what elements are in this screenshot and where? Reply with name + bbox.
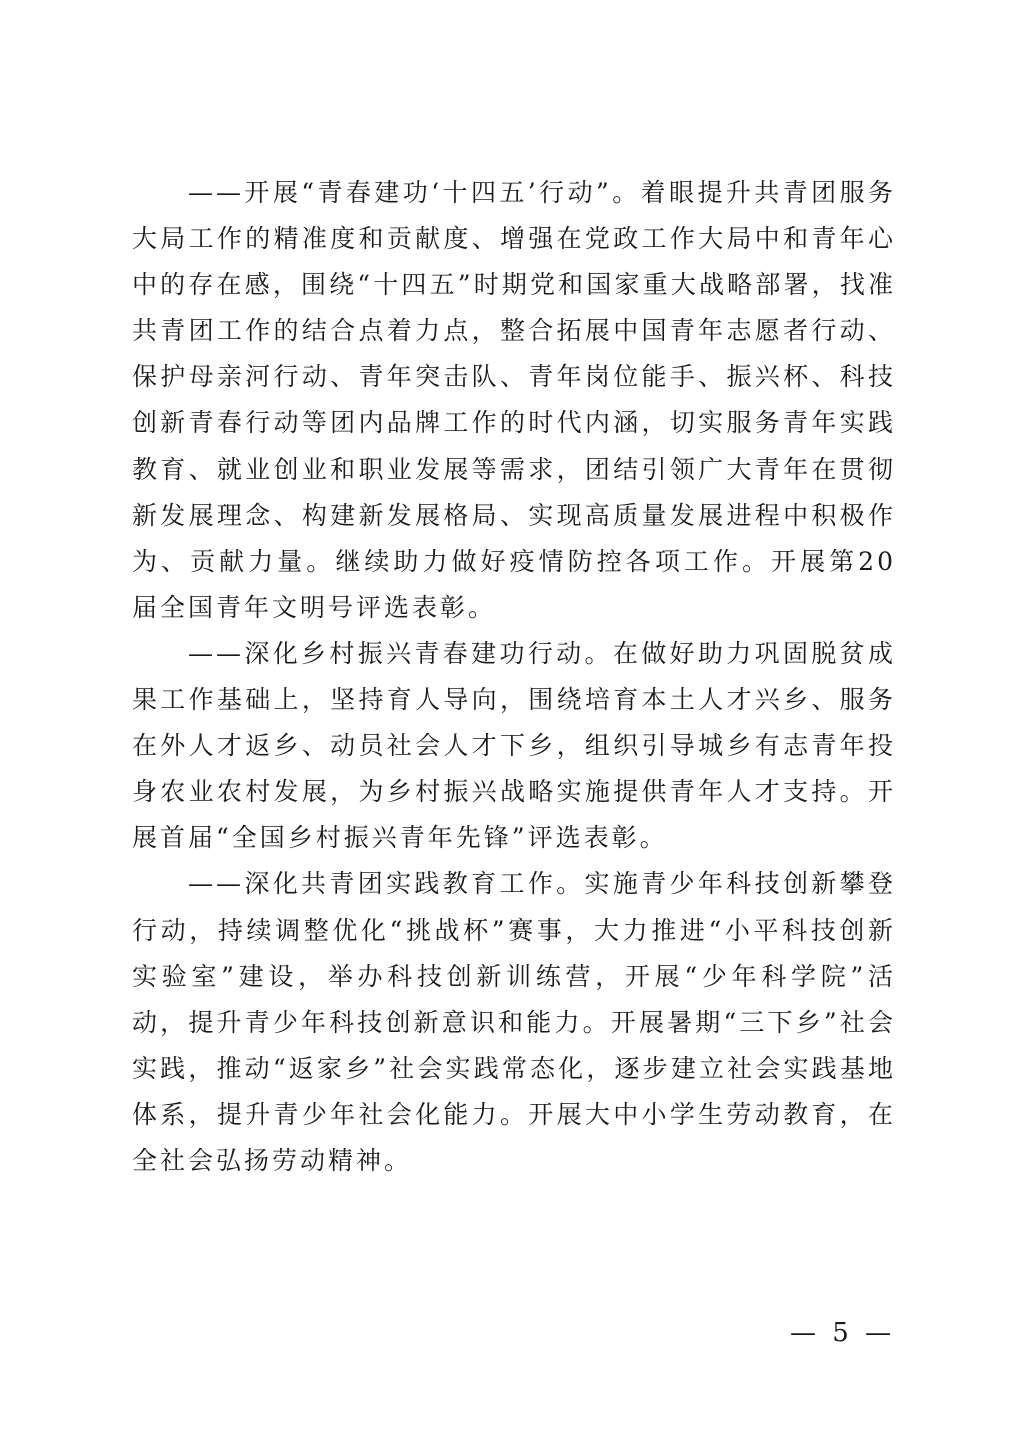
paragraph-practice-education: ——深化共青团实践教育工作。实施青少年科技创新攀登行动，持续调整优化“挑战杯”赛事，大力推进“小平科技创新实验室”建设，举办科技创新训练营，开展“少年科学院”活动，提升青少年科技创新意识和能力。开展暑期“三下乡”社会实践，推动“返家乡”社会实践常态化，逐步建立社会实践基地体系，提升青少年社会化能力。开展大中小学生劳动教育，在全社会弘扬劳动精神。 <box>132 869 896 1175</box>
paragraph-youth-14th-five-year-action: ——开展“青春建功‘十四五’行动”。着眼提升共青团服务大局工作的精准度和贡献度、增强在党政工作大局中和青年心中的存在感，围绕“十四五”时期党和国家重大战略部署，找准共青团工作的结合点着力点，整合拓展中国青年志愿者行动、保护母亲河行动、青年突击队、青年岗位能手、振兴杯、科技创新青春行动等团内品牌工作的时代内涵，切实服务青年实践教育、就业创业和职业发展等需求，团结引领广大青年在贯彻新发展理念、构建新发展格局、实现高质量发展进程中积极作为、贡献力量。继续助力做好疫情防控各项工作。开展第20届全国青年文明号评选表彰。 <box>132 178 896 622</box>
document-body <box>132 170 896 1184</box>
paragraph-rural-revitalization: ——深化乡村振兴青春建功行动。在做好助力巩固脱贫成果工作基础上，坚持育人导向，围绕培育本土人才兴乡、服务在外人才返乡、动员社会人才下乡，组织引导城乡有志青年投身农业农村发展，为乡村振兴战略实施提供青年人才支持。开展首届“全国乡村振兴青年先锋”评选表彰。 <box>132 638 896 853</box>
page-number: — 5 — <box>790 1318 896 1348</box>
